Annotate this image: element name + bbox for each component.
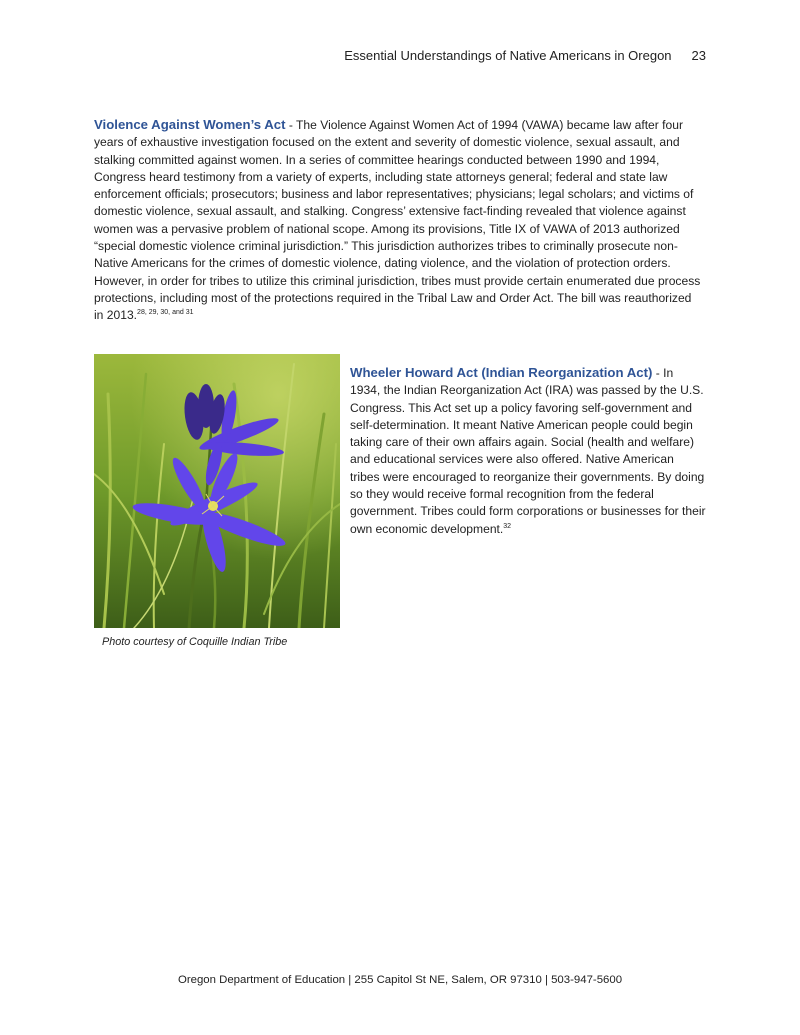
page-header xyxy=(0,48,706,63)
vawa-body: - The Violence Against Women Act of 1994 (VAWA) became law after four years of exhaustive investigation focused on the extent and severity of domestic violence, sexual assault, and stalking committed against women. In a series of committee hearings conducted between 1990 and 1994, Congress heard testimony from a variety of experts, including state attorneys general; federal and state law enforcement officials; prosecutors; business and labor representatives; physicians; legal scholars; and victims of domestic violence, sexual assault, and stalking. Congress’ extensive fact-finding revealed that violence against women was a pervasive problem of national scope. Among its provisions, Title IX of VAWA of 2013 authorized “special domestic violence criminal jurisdiction.” This jurisdiction authorizes tribes to criminally prosecute non-Native Americans for the crimes of domestic violence, dating violence, and the violation of protection orders. However, in order for tribes to utilize this criminal jurisdiction, tribes must provide certain enumerated due process protections, including most of the protections required in the Tribal Law and Order Act. The bill was reauthorized in 2013. xyxy=(94,118,701,323)
photo-caption: Photo courtesy of Coquille Indian Tribe xyxy=(102,636,288,648)
ira-section xyxy=(350,364,706,538)
page-footer: Oregon Department of Education | 255 Capitol St NE, Salem, OR 97310 | 503-947-5600 xyxy=(177,974,623,986)
ira-heading: Wheeler Howard Act (Indian Reorganization Act) xyxy=(350,365,653,380)
camas-flower-photo xyxy=(94,354,340,628)
vawa-heading: Violence Against Women’s Act xyxy=(94,117,286,132)
ira-body: - In 1934, the Indian Reorganization Act (IRA) was passed by the U.S. Congress. This Act set up a policy favoring self-government and self-determination. It meant Native American people could begin taking care of their own affairs again. Social (health and welfare) and educational services were also offered. Native American tribes were encouraged to reorganize their governments. By doing so they would receive formal recognition from the federal government. Tribes could form corporations or businesses for their own economic development. xyxy=(350,366,706,536)
page-number: 23 xyxy=(691,48,706,63)
ira-footnote: 32 xyxy=(503,522,512,530)
vawa-footnote: 28, 29, 30, and 31 xyxy=(137,309,194,317)
vawa-section xyxy=(94,116,704,325)
document-title: Essential Understandings of Native Americans in Oregon xyxy=(344,48,672,63)
